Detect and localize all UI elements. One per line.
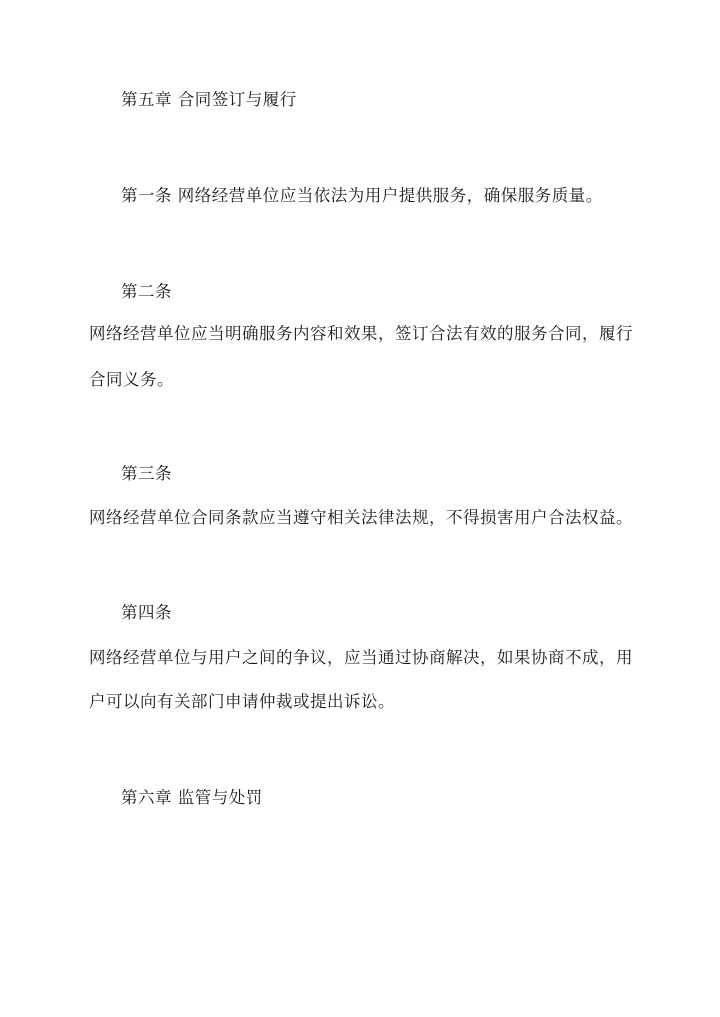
article-3-heading: 第三条 (121, 464, 172, 483)
article-2-heading: 第二条 (121, 282, 172, 301)
article-4-body-line-1: 网络经营单位与用户之间的争议，应当通过协商解决，如果协商不成，用 (89, 648, 633, 667)
article-1-text: 第一条 网络经营单位应当依法为用户提供服务，确保服务质量。 (121, 186, 603, 205)
chapter-6-heading: 第六章 监管与处罚 (121, 788, 263, 807)
article-3-body-line-1: 网络经营单位合同条款应当遵守相关法律法规，不得损害用户合法权益。 (89, 508, 633, 527)
article-2-body-line-1: 网络经营单位应当明确服务内容和效果，签订合法有效的服务合同，履行 (89, 324, 633, 343)
article-2-body-line-2: 合同义务。 (89, 370, 174, 389)
chapter-5-heading: 第五章 合同签订与履行 (121, 90, 297, 109)
article-4-heading: 第四条 (121, 603, 172, 622)
article-4-body-line-2: 户可以向有关部门申请仲裁或提出诉讼。 (89, 692, 395, 711)
